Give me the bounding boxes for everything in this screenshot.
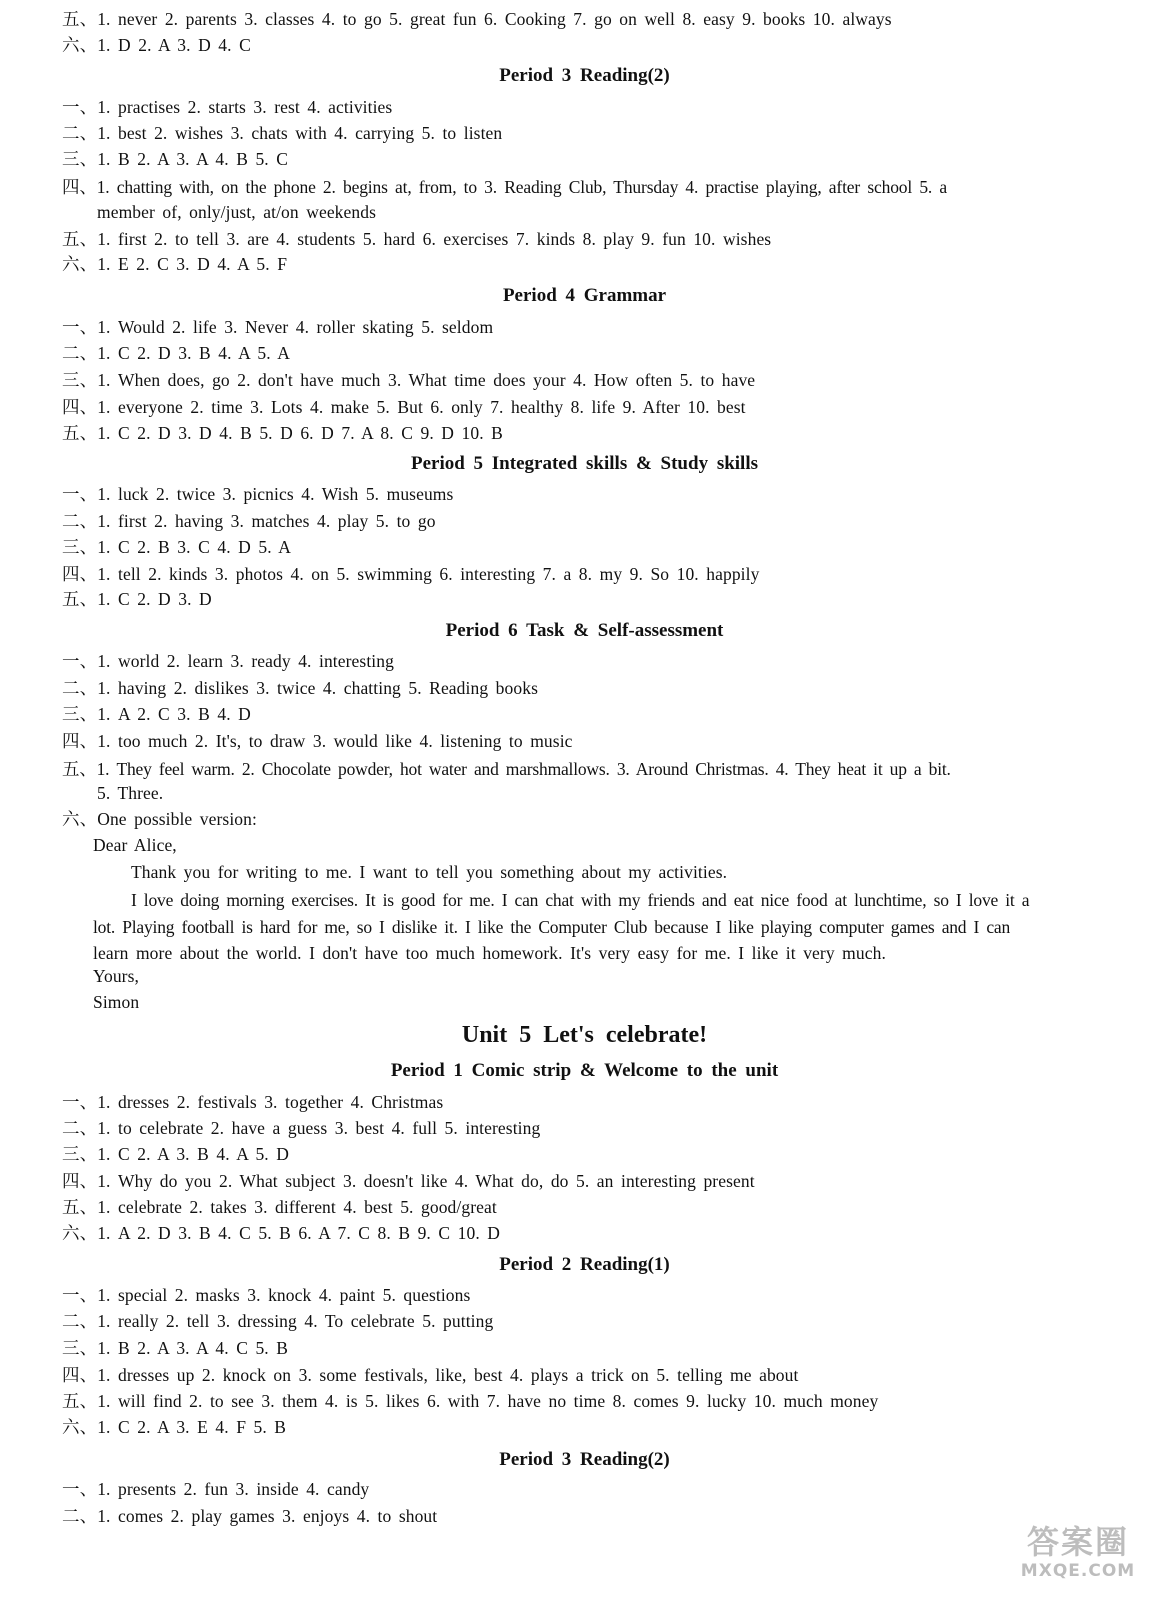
answer-line: 三、1. B 2. A 3. A 4. C 5. B bbox=[62, 1338, 289, 1358]
answer-line: 三、1. C 2. A 3. B 4. A 5. D bbox=[62, 1144, 289, 1164]
answer-line: 一、1. special 2. masks 3. knock 4. paint 5. questions bbox=[62, 1285, 471, 1305]
answer-line: 二、1. best 2. wishes 3. chats with 4. carrying 5. to listen bbox=[62, 123, 503, 143]
answer-line: 五、1. They feel warm. 2. Chocolate powder, hot water and marshmallows. 3. Around Christmas. 4. They heat it up a bit. bbox=[62, 759, 951, 779]
letter-greeting: Dear Alice, bbox=[93, 835, 177, 855]
letter-closing: Yours, bbox=[93, 966, 139, 986]
answer-line: 二、1. C 2. D 3. B 4. A 5. A bbox=[62, 343, 290, 363]
answer-line: 五、1. first 2. to tell 3. are 4. students 5. hard 6. exercises 7. kinds 8. play 9. fun 10. wishes bbox=[62, 229, 772, 249]
answer-line: 五、1. C 2. D 3. D bbox=[62, 589, 212, 609]
answer-line: 六、1. C 2. A 3. E 4. F 5. B bbox=[62, 1417, 287, 1437]
letter-paragraph: Thank you for writing to me. I want to tell you something about my activities. bbox=[131, 862, 728, 882]
period-heading: Period 3 Reading(2) bbox=[499, 1449, 670, 1470]
answer-line: 四、1. chatting with, on the phone 2. begins at, from, to 3. Reading Club, Thursday 4. practise playing, after school 5. a bbox=[62, 177, 948, 197]
answer-line: 一、1. presents 2. fun 3. inside 4. candy bbox=[62, 1479, 370, 1499]
answer-line: 五、1. celebrate 2. takes 3. different 4. best 5. good/great bbox=[62, 1197, 497, 1217]
answer-line: 5. Three. bbox=[97, 783, 164, 803]
answer-line: 三、1. When does, go 2. don't have much 3. What time does your 4. How often 5. to have bbox=[62, 370, 756, 390]
letter-signature: Simon bbox=[93, 992, 140, 1012]
answer-line: 四、1. dresses up 2. knock on 3. some festivals, like, best 4. plays a trick on 5. telling me about bbox=[62, 1365, 799, 1385]
answer-line: 一、1. dresses 2. festivals 3. together 4. Christmas bbox=[62, 1092, 444, 1112]
answer-line: 一、1. luck 2. twice 3. picnics 4. Wish 5. museums bbox=[62, 484, 454, 504]
answer-line: 五、1. will find 2. to see 3. them 4. is 5. likes 6. with 7. have no time 8. comes 9. lucky 10. much money bbox=[62, 1391, 879, 1411]
answer-line: 三、1. A 2. C 3. B 4. D bbox=[62, 704, 251, 724]
answer-line: 二、1. really 2. tell 3. dressing 4. To celebrate 5. putting bbox=[62, 1311, 494, 1331]
answer-line: 五、1. C 2. D 3. D 4. B 5. D 6. D 7. A 8. C 9. D 10. B bbox=[62, 423, 503, 443]
period-heading: Period 4 Grammar bbox=[502, 285, 667, 306]
answer-line: 一、1. Would 2. life 3. Never 4. roller skating 5. seldom bbox=[62, 317, 494, 337]
answer-line: 四、1. everyone 2. time 3. Lots 4. make 5. But 6. only 7. healthy 8. life 9. After 10. best bbox=[62, 397, 746, 417]
letter-paragraph: learn more about the world. I don't have too much homework. It's very easy for me. I like it very much. bbox=[93, 943, 886, 963]
answer-line: 一、1. world 2. learn 3. ready 4. interesting bbox=[62, 651, 394, 671]
answer-line: 二、1. to celebrate 2. have a guess 3. best 4. full 5. interesting bbox=[62, 1118, 541, 1138]
answer-line: 一、1. practises 2. starts 3. rest 4. activities bbox=[62, 97, 393, 117]
answer-line: member of, only/just, at/on weekends bbox=[97, 202, 377, 222]
period-heading: Period 5 Integrated skills & Study skills bbox=[410, 453, 759, 474]
watermark-logo-text: 答案圈 bbox=[1026, 1523, 1129, 1561]
unit-heading: Unit 5 Let's celebrate! bbox=[461, 1022, 708, 1048]
answer-line: 六、One possible version: bbox=[62, 809, 257, 829]
answer-line: 六、1. D 2. A 3. D 4. C bbox=[62, 35, 251, 55]
period-heading: Period 6 Task & Self-assessment bbox=[445, 620, 724, 641]
answer-line: 二、1. first 2. having 3. matches 4. play 5. to go bbox=[62, 511, 436, 531]
answer-line: 四、1. too much 2. It's, to draw 3. would like 4. listening to music bbox=[62, 731, 573, 751]
watermark-url: MXQE.COM bbox=[1020, 1561, 1136, 1581]
period-heading: Period 3 Reading(2) bbox=[499, 65, 670, 86]
answer-line: 四、1. Why do you 2. What subject 3. doesn't like 4. What do, do 5. an interesting present bbox=[62, 1171, 755, 1191]
letter-paragraph: lot. Playing football is hard for me, so I dislike it. I like the Computer Club because I like playing computer games and I can bbox=[93, 917, 1011, 937]
answer-line: 二、1. having 2. dislikes 3. twice 4. chatting 5. Reading books bbox=[62, 678, 538, 698]
answer-line: 六、1. E 2. C 3. D 4. A 5. F bbox=[62, 254, 288, 274]
letter-paragraph: I love doing morning exercises. It is good for me. I can chat with my friends and eat nice food at lunchtime, so I love it a bbox=[131, 890, 1030, 910]
answer-line: 四、1. tell 2. kinds 3. photos 4. on 5. swimming 6. interesting 7. a 8. my 9. So 10. happily bbox=[62, 564, 760, 584]
answer-line: 二、1. comes 2. play games 3. enjoys 4. to shout bbox=[62, 1506, 438, 1526]
answer-line: 三、1. B 2. A 3. A 4. B 5. C bbox=[62, 149, 289, 169]
watermark-logo bbox=[1003, 1524, 1153, 1594]
answer-line: 五、1. never 2. parents 3. classes 4. to go 5. great fun 6. Cooking 7. go on well 8. easy 9. books 10. always bbox=[62, 9, 892, 29]
answer-line: 六、1. A 2. D 3. B 4. C 5. B 6. A 7. C 8. B 9. C 10. D bbox=[62, 1223, 501, 1243]
answer-line: 三、1. C 2. B 3. C 4. D 5. A bbox=[62, 537, 291, 557]
period-heading: Period 1 Comic strip & Welcome to the unit bbox=[390, 1060, 779, 1081]
period-heading: Period 2 Reading(1) bbox=[499, 1254, 670, 1275]
